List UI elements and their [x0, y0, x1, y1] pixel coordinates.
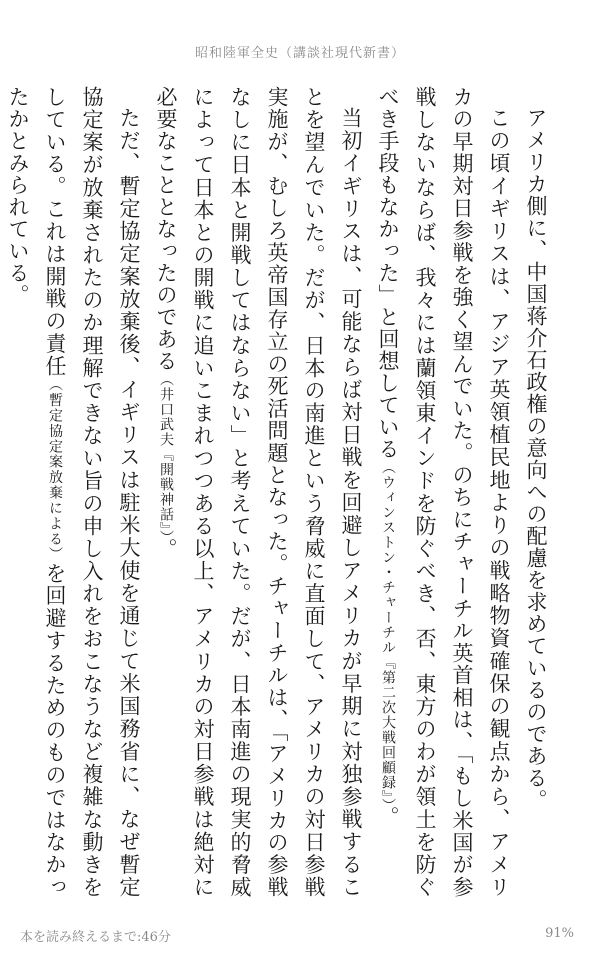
source-note: （暫定協定案放棄による）: [47, 377, 63, 563]
paragraph: [369, 86, 517, 898]
source-note: （井口武夫『開戦神話』）: [158, 372, 174, 538]
paragraph: [147, 86, 369, 898]
book-title: 昭和陸軍全史（講談社現代新書）: [194, 46, 405, 61]
source-note: （ウィンストン・チャーチル『第二次大戦回顧録』）: [380, 460, 396, 806]
paragraph: [517, 86, 554, 898]
time-remaining: 本を読み終えるまで:46分: [20, 930, 171, 945]
vertical-text-body: [6, 86, 554, 899]
reading-progress: 91%: [545, 926, 574, 941]
reading-page[interactable]: [6, 86, 554, 899]
paragraph-text: ただ、暫定協定案放棄後、イギリスは駐米大使を通じて米国務省に、なぜ暫定協定案が放棄されたのか理解できない旨の申し入れをおこなうなど複雑な動きをしている。これは開戦の責任: [43, 86, 141, 898]
paragraph-text: 当初イギリスは、可能ならば対日戦を回避しアメリカが早期に対独参戦することを望んでいた。だが、日本の南進という脅威に直面して、アメリカの対日参戦実施が、むしろ英帝国存立の死活問題となった。チャーチルは、「アメリカの参戦なしに日本と開戦してはならない」と考えていた。だが、日本南進の現実的脅威によって日本との開戦に追いこまれつつある以上、アメリカの対日参戦は絶対に必要なこととなったのである: [154, 86, 363, 898]
paragraph-tail: を回避するためのものではなかったかとみられている。: [6, 86, 67, 899]
paragraph-text: アメリカ側に、中国蒋介石政権の意向への配慮を求めているのである。: [524, 107, 548, 811]
paragraph: [0, 86, 147, 898]
paragraph-text: この頃イギリスは、アジア英領植民地よりの戦略物資確保の観点から、アメリカの早期対日参戦を強く望んでいた。のちにチャーチル英首相は、「もし米国が参戦しないならば、我々には蘭領東インドを防ぐべき、否、東方のわが領土を防ぐべき手段もなかった」と回想している: [376, 86, 511, 898]
paragraph-tail: 。: [376, 806, 400, 828]
paragraph-tail: 。: [154, 538, 178, 560]
